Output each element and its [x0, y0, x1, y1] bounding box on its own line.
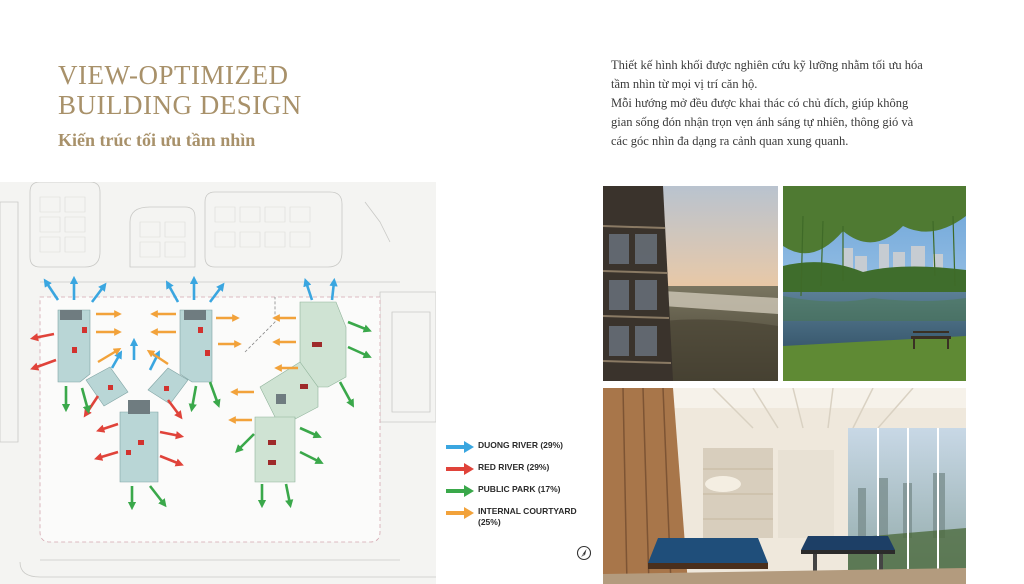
legend-label: DUONG RIVER (29%): [478, 440, 564, 450]
compass-icon: [576, 545, 592, 561]
arrow-right-icon: [446, 441, 474, 453]
description: [611, 56, 971, 151]
photo-billiard-lounge: [603, 388, 966, 584]
arrow-right-icon: [446, 485, 474, 497]
arrow-right-icon: [446, 463, 474, 475]
page-subtitle: Kiến trúc tối ưu tầm nhìn: [58, 130, 256, 150]
page-title: [58, 60, 302, 120]
description-line: Thiết kế hình khối được nghiên cứu kỹ lưỡng nhằm tối ưu hóa: [611, 58, 923, 72]
site-plan: [0, 182, 436, 584]
arrow-right-icon: [446, 507, 474, 519]
legend-label: INTERNAL COURTYARD (25%): [478, 506, 577, 527]
legend-label: PUBLIC PARK (17%): [478, 484, 561, 494]
description-line: các góc nhìn đa dạng ra cảnh quan xung quanh.: [611, 134, 849, 148]
legend-item-red-river: [446, 462, 578, 484]
photo-tower-sunset: [603, 186, 778, 381]
legend: [446, 440, 578, 528]
description-line: gian sống đón nhận trọn vẹn ánh sáng tự nhiên, thông gió và: [611, 115, 914, 129]
legend-item-internal-courtyard: [446, 506, 578, 528]
title-line-1: VIEW-OPTIMIZED: [58, 60, 289, 90]
legend-item-duong-river: [446, 440, 578, 462]
legend-item-public-park: [446, 484, 578, 506]
legend-label: RED RIVER (29%): [478, 462, 550, 472]
title-line-2: BUILDING DESIGN: [58, 90, 302, 120]
description-line: tầm nhìn từ mọi vị trí căn hộ.: [611, 77, 758, 91]
photo-lake-park: [783, 186, 966, 381]
description-line: Mỗi hướng mở đều được khai thác có chủ đích, giúp không: [611, 96, 909, 110]
